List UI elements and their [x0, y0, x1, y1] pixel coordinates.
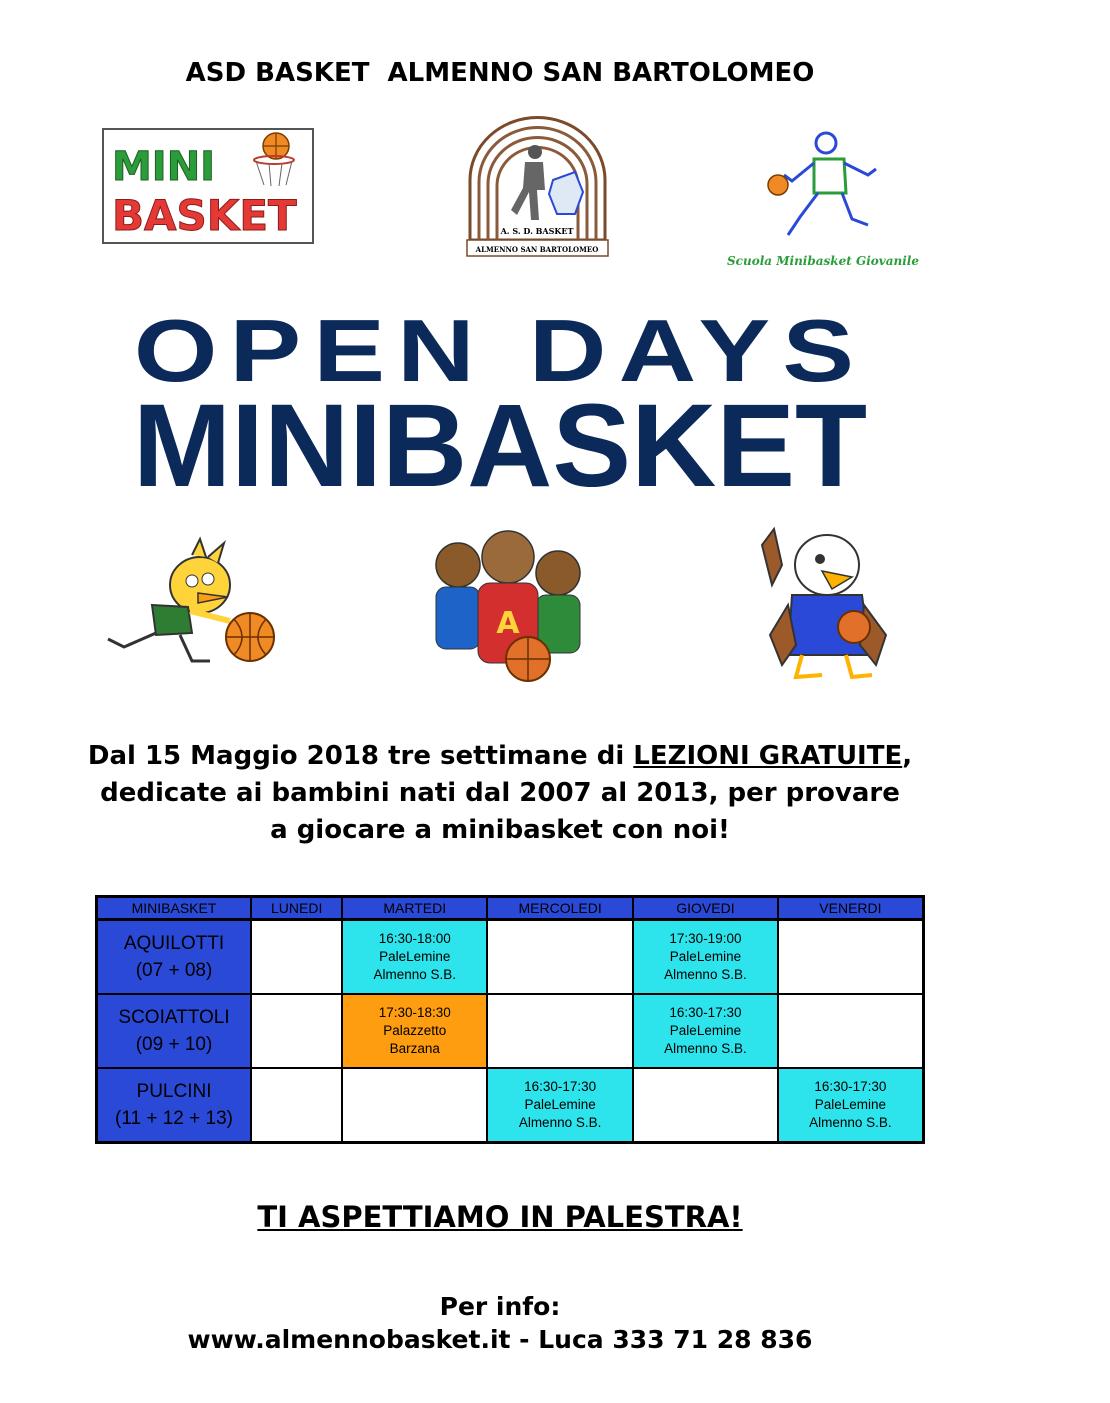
session-town: Almenno S.B. — [664, 1041, 747, 1056]
basketball-icon — [838, 611, 870, 643]
empty-cell-lunedi — [251, 920, 342, 995]
session-cell-giovedi — [633, 920, 778, 995]
closing-message: TI ASPETTIAMO IN PALESTRA! — [257, 1200, 743, 1234]
session-town: Almenno S.B. — [518, 1115, 602, 1130]
group-cell — [97, 920, 252, 995]
session-cell-martedi — [342, 994, 487, 1068]
schedule-table — [95, 895, 925, 1144]
empty-cell-giovedi — [633, 1068, 778, 1143]
chipmunks-graphic — [428, 515, 588, 685]
session-town: Almenno S.B. — [373, 967, 457, 982]
scuola-logo-graphic — [727, 125, 919, 275]
empty-cell-venerdi — [778, 994, 924, 1068]
session-place: PaleLemine — [524, 1097, 596, 1112]
header-martedi: MARTEDI — [342, 897, 487, 920]
table-row — [97, 920, 924, 995]
running-player-icon — [784, 133, 876, 235]
session-time: 17:30-19:00 — [669, 931, 742, 946]
header-lunedi: LUNEDI — [251, 897, 342, 920]
svg-text:A: A — [496, 606, 520, 641]
minibasket-logo-graphic — [104, 130, 312, 242]
group-years: (07 + 08) — [135, 960, 213, 981]
group-cell — [97, 1068, 252, 1143]
intro-line2: dedicate ai bambini nati dal 2007 al 2013, per provare — [100, 778, 900, 808]
headline-open-days: OPEN DAYS — [133, 301, 867, 400]
table-row — [97, 994, 924, 1068]
session-cell-giovedi — [633, 994, 778, 1068]
group-name: PULCINI — [136, 1081, 212, 1102]
header-giovedi: GIOVEDI — [633, 897, 778, 920]
scuola-logo-text: Scuola Minibasket Giovanile — [727, 254, 919, 268]
session-town: Almenno S.B. — [809, 1115, 892, 1130]
session-time: 16:30-17:30 — [814, 1079, 887, 1094]
basketball-icon — [768, 175, 788, 195]
header-venerdi: VENERDI — [778, 897, 924, 920]
session-cell-venerdi — [778, 1068, 924, 1143]
session-time: 16:30-17:30 — [524, 1079, 597, 1094]
minibasket-logo — [102, 128, 314, 244]
header-minibasket: MINIBASKET — [97, 897, 252, 920]
intro-line3: a giocare a minibasket con noi! — [270, 815, 730, 845]
minibasket-logo-line1: MINI — [112, 144, 216, 190]
group-years: (09 + 10) — [135, 1034, 213, 1055]
club-crest-graphic — [465, 110, 610, 258]
empty-cell-lunedi — [251, 994, 342, 1068]
empty-cell-mercoledi — [487, 994, 633, 1068]
crest-line1: A. S. D. BASKET — [500, 226, 574, 236]
empty-cell-martedi — [342, 1068, 487, 1143]
group-cell — [97, 994, 252, 1068]
group-name: SCOIATTOLI — [118, 1007, 230, 1028]
chick-mascot-graphic — [100, 535, 280, 675]
info-contact: www.almennobasket.it - Luca 333 71 28 836 — [187, 1325, 813, 1354]
session-town: Barzana — [389, 1041, 440, 1056]
intro-line1-start: Dal 15 Maggio 2018 tre settimane di — [87, 741, 634, 771]
session-place: PaleLemine — [669, 1023, 742, 1038]
session-time: 17:30-18:30 — [378, 1005, 451, 1020]
empty-cell-lunedi — [251, 1068, 342, 1143]
session-town: Almenno S.B. — [664, 967, 747, 982]
chick-mascot — [100, 535, 280, 675]
crest-line2: ALMENNO SAN BARTOLOMEO — [475, 245, 599, 254]
empty-cell-mercoledi — [487, 920, 633, 995]
group-years: (11 + 12 + 13) — [115, 1108, 233, 1129]
intro-highlight: LEZIONI GRATUITE — [633, 741, 903, 771]
intro-text — [0, 738, 1000, 849]
scuola-minibasket-logo — [727, 125, 919, 275]
session-place: Palazzetto — [383, 1023, 447, 1038]
session-cell-mercoledi — [487, 1068, 633, 1143]
club-crest-logo — [465, 110, 610, 258]
headline-minibasket: MINIBASKET — [132, 380, 868, 512]
session-cell-martedi — [342, 920, 487, 995]
eagle-graphic — [752, 525, 897, 685]
schedule-header-row — [97, 897, 924, 920]
intro-line1-end: , — [902, 741, 913, 771]
header-mercoledi: MERCOLEDI — [487, 897, 633, 920]
minibasket-logo-line2: BASKET — [112, 191, 297, 240]
intro-line1 — [0, 738, 1000, 775]
session-time: 16:30-18:00 — [378, 931, 451, 946]
empty-cell-venerdi — [778, 920, 924, 995]
club-title: ASD BASKET ALMENNO SAN BARTOLOMEO — [185, 58, 815, 88]
session-place: PaleLemine — [379, 949, 451, 964]
chipmunks-mascot — [428, 515, 588, 685]
session-place: PaleLemine — [669, 949, 742, 964]
session-time: 16:30-17:30 — [669, 1005, 742, 1020]
group-name: AQUILOTTI — [123, 933, 225, 954]
eagle-mascot — [752, 525, 897, 685]
info-label: Per info: — [439, 1292, 561, 1321]
session-place: PaleLemine — [814, 1097, 887, 1112]
table-row — [97, 1068, 924, 1143]
